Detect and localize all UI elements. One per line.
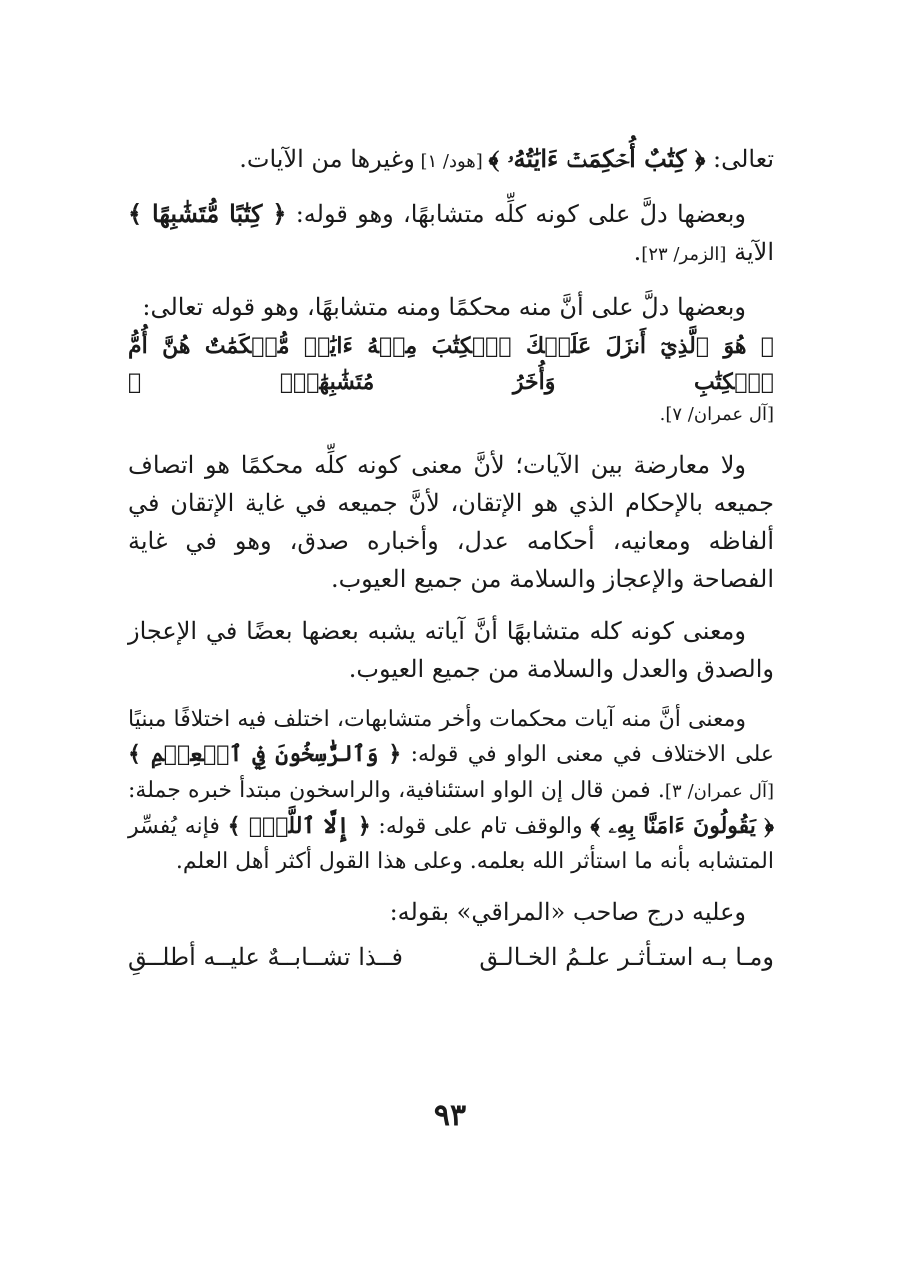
text: وبعضها دلَّ على أنَّ منه محكمًا ومنه متشابهًا، وهو قوله تعالى: bbox=[142, 293, 746, 321]
poem-first-hemistich: ومـا بـه استـأثـر علـمُ الخـالـق bbox=[479, 943, 774, 971]
text: الآية bbox=[726, 238, 774, 266]
verse-reference: [الزمر/ ٢٣] bbox=[641, 244, 727, 265]
verse-reference: [هود/ ١] bbox=[414, 151, 489, 172]
text: . bbox=[633, 238, 642, 266]
paragraph-2 bbox=[128, 195, 774, 274]
verse-reference: [آل عمران/ ٧] bbox=[665, 404, 774, 425]
text: فإنه يُفسِّر المتشابه بأنه ما استأثر الله بعلمه. وعلى هذا القول أكثر أهل العلم. bbox=[128, 814, 774, 874]
poem-verse bbox=[128, 937, 774, 977]
paragraph-6 bbox=[128, 702, 774, 879]
text: تعالى: bbox=[705, 145, 774, 173]
page-body bbox=[128, 140, 774, 977]
text: وغيرها من الآيات. bbox=[239, 145, 415, 173]
paragraph-1 bbox=[128, 140, 774, 181]
poem-second-hemistich: فــذا تشــابــهٌ عليــه أطلــقِ bbox=[128, 943, 403, 971]
quran-quote: ﴿ كِتَٰبًا مُّتَشَٰبِهًا ﴾ bbox=[128, 199, 287, 228]
paragraph-5: ومعنى كونه كله متشابهًا أنَّ آياته يشبه بعضها بعضًا في الإعجاز والصدق والعدل والسلامة من جميع العيوب. bbox=[128, 617, 774, 683]
quran-verse-line: ﴿ هُوَ ٱلَّذِيٓ أَنزَلَ عَلَيۡكَ ٱلۡكِتَٰبَ مِنۡهُ ءَايَٰتٞ مُّحۡكَمَٰتٌ هُنَّ أُمُّ ٱلۡكِتَٰبِ وَأُخَرُ مُتَشَٰبِهَٰتٞۖ ﴾ bbox=[128, 333, 774, 395]
verse-reference-line bbox=[128, 400, 774, 430]
text: ومعنى أنَّ منه آيات محكمات وأخر متشابهات، اختلف فيه اختلافًا مبنيًا على الاختلاف في معنى الواو في قوله: bbox=[128, 707, 774, 767]
quran-quote: ﴿ إِلَّا ٱللَّهُۗ ﴾ bbox=[227, 813, 371, 839]
text: . bbox=[659, 404, 666, 425]
quran-quote: ﴿ وَٱلرَّٰسِخُونَ فِي ٱلۡعِلۡمِ ﴾ bbox=[128, 741, 402, 767]
quran-quote: ﴿ يَقُولُونَ ءَامَنَّا بِهِۦ ﴾ bbox=[590, 813, 774, 839]
quran-quote: ﴿ كِتَٰبٌ أُحۡكِمَتۡ ءَايَٰتُهُۥ ﴾ bbox=[488, 144, 706, 173]
text: . فمن قال إن الواو استئنافية، والراسخون مبتدأ خبره جملة: bbox=[128, 778, 665, 803]
paragraph-3 bbox=[128, 288, 774, 326]
text: والوقف تام على قوله: bbox=[370, 814, 591, 839]
verse-reference: [آل عمران/ ٣] bbox=[664, 781, 774, 802]
text: وبعضها دلَّ على كونه كلِّه متشابهًا، وهو قوله: bbox=[286, 200, 746, 228]
paragraph-4: ولا معارضة بين الآيات؛ لأنَّ معنى كونه كلِّه محكمًا هو اتصاف جميعه بالإحكام الذي هو الإتقان، لأنَّ جميعه في غاية الإتقان في ألفاظه ومعانيه، أحكامه عدل، وأخباره صدق، وهو في غاية الفصاحة والإعجاز والسلامة من جميع العيوب. bbox=[128, 451, 775, 593]
page-number: ٩٣ bbox=[433, 1098, 467, 1133]
paragraph-7: وعليه درج صاحب «المراقي» بقوله: bbox=[389, 898, 746, 926]
